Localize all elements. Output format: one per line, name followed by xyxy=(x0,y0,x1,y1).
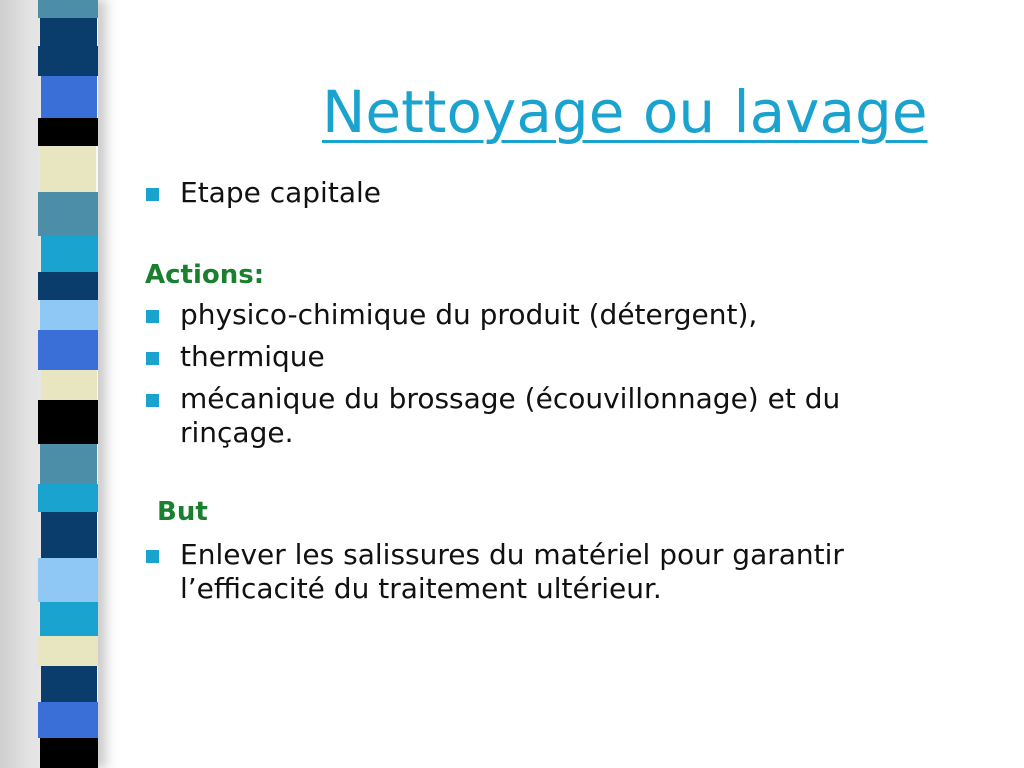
decorative-stripe xyxy=(41,236,98,272)
decorative-stripe xyxy=(38,330,98,370)
decorative-stripe xyxy=(40,18,97,46)
bullet-mecanique xyxy=(146,382,840,450)
decorative-stripe xyxy=(40,300,98,330)
decorative-stripe-column xyxy=(38,0,98,768)
decorative-stripe xyxy=(38,702,98,738)
bullet-thermique xyxy=(146,340,325,374)
bullet-etape-capitale xyxy=(146,176,381,210)
bullet-text-line: rinçage. xyxy=(180,416,294,449)
decorative-stripe xyxy=(40,444,97,484)
decorative-stripe xyxy=(38,46,98,76)
bullet-text: physico-chimique du produit (détergent), xyxy=(180,298,758,331)
square-bullet-icon xyxy=(146,188,159,201)
decorative-stripe xyxy=(38,636,98,666)
decorative-stripe xyxy=(38,118,98,146)
decorative-stripe xyxy=(40,738,98,768)
bullet-physico-chimique xyxy=(146,298,757,332)
bullet-enlever-salissures xyxy=(146,538,844,606)
decorative-stripe xyxy=(38,192,98,236)
decorative-stripe xyxy=(41,512,97,558)
square-bullet-icon xyxy=(146,394,159,407)
heading-but: But xyxy=(157,497,208,527)
decorative-stripe xyxy=(38,484,98,512)
decorative-stripe xyxy=(40,602,98,636)
heading-actions: Actions: xyxy=(145,260,265,290)
square-bullet-icon xyxy=(146,352,159,365)
square-bullet-icon xyxy=(146,550,159,563)
decorative-stripe xyxy=(41,666,97,702)
decorative-stripe xyxy=(38,0,98,18)
decorative-stripe xyxy=(41,370,97,400)
bullet-text: thermique xyxy=(180,340,325,373)
square-bullet-icon xyxy=(146,310,159,323)
decorative-stripe xyxy=(41,76,97,118)
bullet-text xyxy=(180,382,840,450)
bullet-text-line: l’efficacité du traitement ultérieur. xyxy=(180,572,662,605)
bullet-text-line: mécanique du brossage (écouvillonnage) et du xyxy=(180,382,841,415)
decorative-stripe xyxy=(38,272,98,300)
bullet-text xyxy=(180,538,844,606)
slide-title: Nettoyage ou lavage xyxy=(322,78,928,146)
decorative-stripe xyxy=(38,558,98,602)
bullet-text: Etape capitale xyxy=(180,176,381,209)
bullet-text-line: Enlever les salissures du matériel pour garantir xyxy=(180,538,844,571)
decorative-stripe xyxy=(38,400,98,444)
decorative-stripe xyxy=(40,146,96,192)
